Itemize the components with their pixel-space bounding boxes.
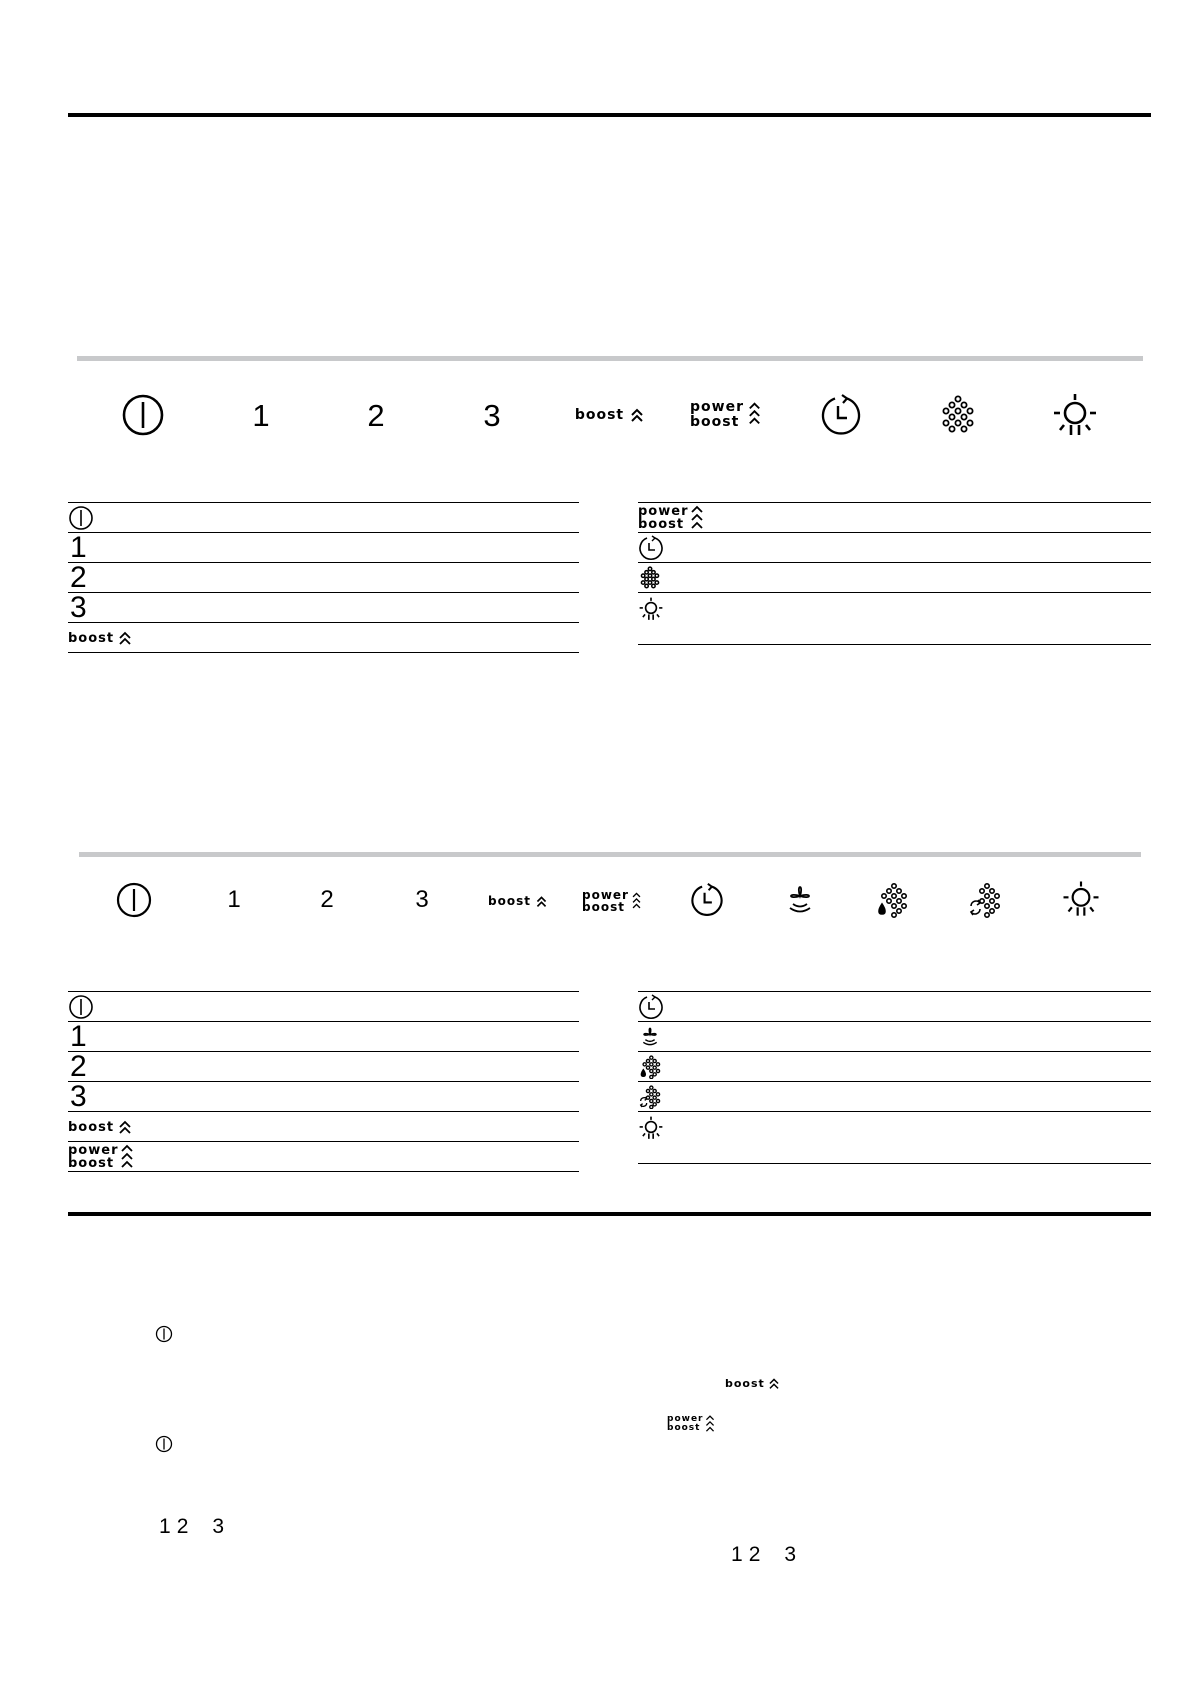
table2-right [638, 991, 1151, 1163]
table-row [68, 991, 579, 1022]
level-1-symbol: 1 [70, 531, 87, 564]
level-3-symbol: 3 [70, 591, 87, 624]
row-description [144, 1112, 579, 1142]
row-description [144, 992, 579, 1022]
level-1-button[interactable]: 1 [227, 886, 241, 913]
table-row [638, 1111, 1151, 1164]
double-chevron-up-icon [768, 1377, 780, 1390]
level-3-symbol: 3 [70, 1080, 87, 1113]
triple-chevron-up-icon [705, 1414, 715, 1434]
light-icon[interactable] [1060, 878, 1102, 920]
power-icon [68, 992, 144, 1022]
row-description [714, 533, 1151, 563]
row-description [714, 593, 1151, 645]
panel2-top-edge [79, 852, 1141, 857]
row-description [714, 1082, 1151, 1112]
power-label: power [638, 504, 689, 519]
table-row [638, 532, 1151, 563]
level-1-button[interactable]: 1 [252, 397, 270, 433]
table-row [68, 1111, 579, 1142]
table-row [68, 502, 579, 533]
boost-label: boost [638, 517, 685, 532]
row-description [714, 1112, 1151, 1164]
row-description [714, 563, 1151, 593]
table-row [68, 1051, 579, 1082]
section-rule [68, 1212, 1151, 1216]
level-2-symbol: 2 [70, 561, 87, 594]
row-description [714, 1052, 1151, 1082]
inline-level-2: 2 [748, 1543, 761, 1566]
row-description [144, 563, 579, 593]
row-description [144, 1142, 579, 1172]
level-2-button[interactable]: 2 [320, 886, 334, 913]
inline-power-boost-symbol [667, 1414, 715, 1434]
light-icon [638, 1112, 714, 1164]
table-row [68, 592, 579, 623]
grease-filter-icon [638, 1052, 714, 1082]
power-boost-symbol [68, 1142, 144, 1172]
inline-level-3: 3 [212, 1515, 225, 1538]
inline-power-label: power [667, 1414, 704, 1424]
double-chevron-up-icon [118, 630, 132, 646]
table-row [638, 502, 1151, 533]
level-2-symbol: 2 [70, 1050, 87, 1083]
light-icon[interactable] [1050, 390, 1100, 440]
triple-chevron-up-icon [120, 1144, 134, 1170]
filter-icon [638, 563, 714, 593]
table-row [638, 1081, 1151, 1112]
power-boost-symbol [638, 503, 714, 533]
inline-power-icon [155, 1325, 173, 1343]
boost-symbol [68, 623, 144, 653]
row-description [144, 1052, 579, 1082]
row-description [144, 1022, 579, 1052]
power-boost-button[interactable] [582, 886, 642, 916]
row-description [714, 503, 1151, 533]
power-boost-button[interactable] [690, 396, 762, 432]
row-description [144, 533, 579, 563]
table-row [68, 1021, 579, 1052]
inline-boost-symbol [725, 1377, 780, 1390]
boost-button[interactable] [488, 890, 548, 912]
power-label: power [690, 398, 744, 415]
fan-sensor-icon[interactable] [780, 880, 820, 920]
row-description [714, 1022, 1151, 1052]
boost-label: boost [488, 894, 531, 908]
inline-level-1: 1 [731, 1543, 743, 1566]
boost-button[interactable] [574, 400, 646, 430]
row-description [144, 1082, 579, 1112]
top-rule [68, 113, 1151, 117]
table-row [638, 562, 1151, 593]
timer-icon [638, 533, 714, 563]
table-row [68, 532, 579, 563]
level-3-button[interactable]: 3 [483, 397, 501, 433]
double-chevron-up-icon [118, 1119, 132, 1135]
table-row [68, 562, 579, 593]
table-row [638, 592, 1151, 645]
table-row [68, 1081, 579, 1112]
boost-label: boost [68, 630, 115, 646]
level-1-symbol: 1 [70, 1020, 87, 1053]
row-description [714, 992, 1151, 1022]
boost-label: boost [68, 1119, 115, 1135]
inline-power-icon [155, 1435, 173, 1453]
table-row [68, 1141, 579, 1172]
triple-chevron-up-icon [631, 889, 642, 913]
table-row [68, 622, 579, 653]
table-row [638, 1021, 1151, 1052]
timer-icon[interactable] [688, 881, 726, 919]
power-icon[interactable] [118, 390, 168, 440]
double-chevron-up-icon [629, 407, 645, 423]
row-description [144, 623, 579, 653]
triple-chevron-up-icon [690, 505, 704, 531]
inline-levels-right [731, 1544, 796, 1565]
row-description [144, 503, 579, 533]
timer-icon[interactable] [818, 392, 864, 438]
timer-icon [638, 992, 714, 1022]
boost-symbol [68, 1112, 144, 1142]
inline-boost-label: boost [725, 1377, 765, 1390]
panel1-top-edge [77, 356, 1143, 361]
inline-level-1: 1 [159, 1515, 171, 1538]
inline-level-3: 3 [784, 1543, 797, 1566]
power-label: power [68, 1143, 119, 1158]
triple-chevron-up-icon [747, 400, 762, 428]
odour-filter-icon [638, 1082, 714, 1112]
table1-left [68, 502, 579, 652]
table-row [638, 991, 1151, 1022]
grease-filter-icon[interactable] [872, 880, 912, 920]
level-2-button[interactable]: 2 [367, 397, 385, 433]
double-chevron-up-icon [535, 895, 548, 908]
power-icon[interactable] [114, 880, 154, 920]
boost-label: boost [574, 407, 625, 423]
power-label: power [582, 888, 629, 902]
fan-sensor-icon [638, 1022, 714, 1052]
odour-filter-icon[interactable] [965, 880, 1005, 920]
inline-level-2: 2 [176, 1515, 189, 1538]
row-description [144, 593, 579, 623]
power-boost-label: boost [690, 413, 740, 430]
filter-icon[interactable] [935, 392, 981, 438]
table-row [638, 1051, 1151, 1082]
inline-power-boost-label: boost [667, 1423, 701, 1433]
light-icon [638, 593, 714, 645]
power-icon [68, 503, 144, 533]
inline-levels-left [159, 1516, 224, 1537]
boost-label: boost [68, 1156, 115, 1171]
table2-left [68, 991, 579, 1171]
level-3-button[interactable]: 3 [415, 886, 429, 913]
power-boost-label: boost [582, 900, 625, 914]
table1-right [638, 502, 1151, 644]
